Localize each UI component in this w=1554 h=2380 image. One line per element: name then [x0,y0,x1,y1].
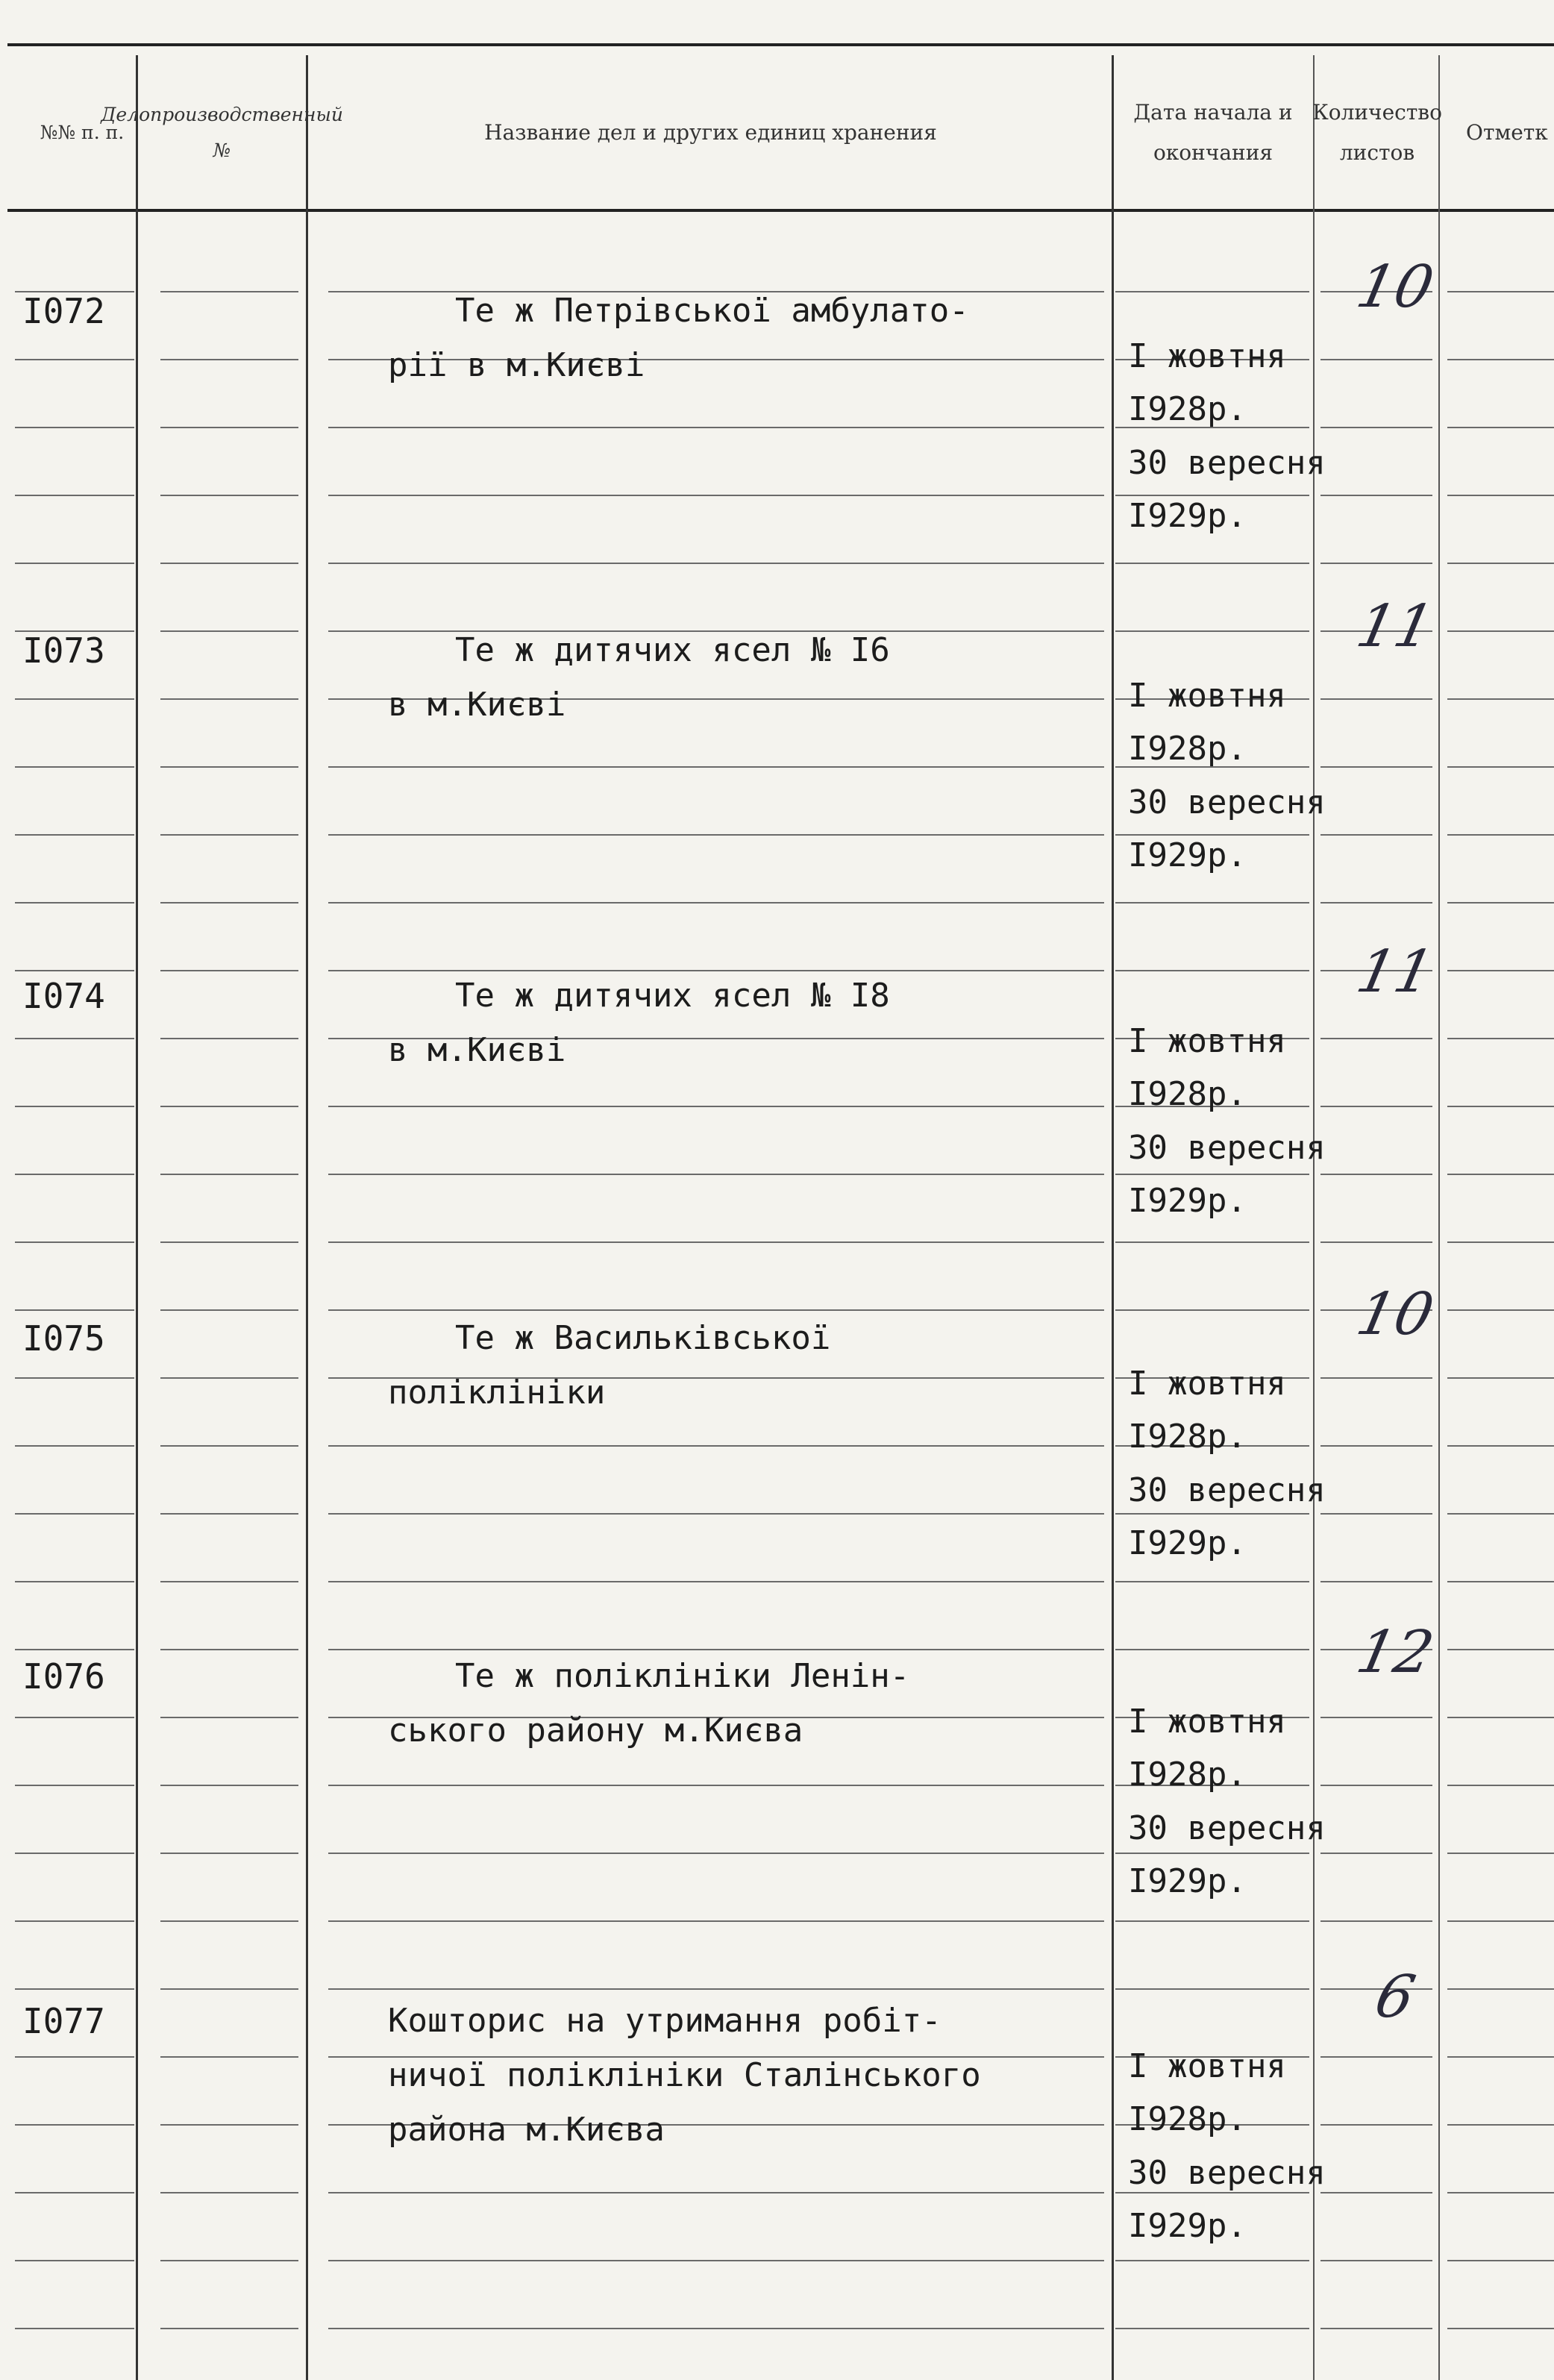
entry-dates: I жовтня I928р. 30 вересня I929р. [1128,1703,1326,1900]
rule-line [1320,1377,1432,1379]
header-col-sheets: Количество листов [1312,100,1442,165]
rule-line [1447,902,1554,904]
rule-line [15,1241,134,1243]
rule-line [1320,1717,1432,1718]
rule-line [15,1581,134,1582]
rule-line [1447,2124,1554,2126]
rule-line [160,1038,298,1039]
header-col-dates: Дата начала и окончания [1133,100,1293,165]
column-divider [136,55,138,2380]
rule-line [1320,1174,1432,1175]
rule-line [1115,1241,1309,1243]
rule-line [328,1988,1104,1990]
header-bottom-border [7,209,1554,212]
entry-number: I075 [22,1318,105,1359]
rule-line [1115,1581,1309,1582]
rule-line [160,1445,298,1447]
rule-line [160,970,298,971]
rule-line [1447,359,1554,360]
rule-line [15,1377,134,1379]
rule-line [160,902,298,904]
rule-line [160,2260,298,2261]
rule-line [1320,1038,1432,1039]
rule-line [1447,2328,1554,2329]
rule-line [1447,834,1554,836]
rule-line [160,1920,298,1922]
rule-line [15,427,134,428]
rule-line [15,766,134,768]
rule-line [1447,970,1554,971]
rule-line [160,1581,298,1582]
rule-line [1320,2328,1432,2329]
rule-line [1447,1649,1554,1650]
rule-line [15,1920,134,1922]
rule-line [160,495,298,496]
rule-line [1447,1174,1554,1175]
rule-line [15,359,134,360]
rule-line [328,563,1104,564]
rule-line [160,427,298,428]
rule-line [1447,2192,1554,2193]
rule-line [1320,698,1432,700]
column-divider [306,55,308,2380]
rule-line [1320,1785,1432,1786]
rule-line [1447,495,1554,496]
rule-line [328,902,1104,904]
entry-title: Те ж Петрівської амбулато- рії в м.Києві [388,292,969,385]
rule-line [160,291,298,292]
rule-line [1447,1785,1554,1786]
rule-line [160,1377,298,1379]
rule-line [1447,2260,1554,2261]
rule-line [328,2328,1104,2329]
rule-line [1115,291,1309,292]
rule-line [1447,1853,1554,1854]
rule-line [328,834,1104,836]
rule-line [15,2260,134,2261]
rule-line [15,495,134,496]
rule-line [15,1785,134,1786]
rule-line [328,427,1104,428]
rule-line [160,1106,298,1107]
rule-line [160,2328,298,2329]
rule-line [328,1920,1104,1922]
column-divider [1438,55,1440,2380]
rule-line [1320,1853,1432,1854]
rule-line [15,1988,134,1990]
rule-line [15,970,134,971]
rule-line [160,2192,298,2193]
rule-line [1320,902,1432,904]
entry-title: Те ж Васильківської поліклініки [388,1319,831,1412]
rule-line [328,1174,1104,1175]
entry-dates: I жовтня I928р. 30 вересня I929р. [1128,337,1326,535]
rule-line [15,834,134,836]
rule-line [1447,1377,1554,1379]
rule-line [328,766,1104,768]
rule-line [1320,359,1432,360]
rule-line [328,2260,1104,2261]
rule-line [1447,1717,1554,1718]
rule-line [1115,563,1309,564]
rule-line [328,1785,1104,1786]
rule-line [1115,2328,1309,2329]
rule-line [1447,1445,1554,1447]
rule-line [1320,1920,1432,1922]
column-divider [1112,55,1114,2380]
entry-number: I072 [22,291,105,331]
header-col-notes: Отметк [1466,119,1548,145]
rule-line [1320,563,1432,564]
rule-line [1447,1038,1554,1039]
rule-line [1447,291,1554,292]
rule-line [160,630,298,632]
rule-line [1447,1513,1554,1515]
rule-line [15,698,134,700]
rule-line [328,1106,1104,1107]
rule-line [1447,698,1554,700]
entry-number: I073 [22,630,105,671]
rule-line [160,1309,298,1311]
rule-line [1447,1581,1554,1582]
rule-line [1115,1649,1309,1650]
rule-line [328,1581,1104,1582]
header-col-office-no: Делопроизводственный № [101,104,343,161]
header-col-no: №№ п. п. [40,121,125,143]
rule-line [1447,1988,1554,1990]
rule-line [1447,1309,1554,1311]
rule-line [1320,2260,1432,2261]
rule-line [160,563,298,564]
entry-dates: I жовтня I928р. 30 вересня I929р. [1128,1365,1326,1562]
entry-dates: I жовтня I928р. 30 вересня I929р. [1128,1022,1326,1220]
entry-number: I076 [22,1656,105,1697]
rule-line [1115,970,1309,971]
rule-line [160,1988,298,1990]
rule-line [328,1241,1104,1243]
rule-line [1320,766,1432,768]
entry-title: Те ж дитячих ясел № I8 в м.Києві [388,977,890,1070]
rule-line [328,1513,1104,1515]
rule-line [15,1717,134,1718]
rule-line [15,1445,134,1447]
entry-title: Те ж дитячих ясел № I6 в м.Києві [388,631,890,724]
rule-line [15,563,134,564]
entry-sheet-count: 6 [1369,1964,1421,2031]
entry-sheet-count: 10 [1350,254,1440,321]
rule-line [1115,1920,1309,1922]
rule-line [1320,427,1432,428]
header-col-title: Название дел и других единиц хранения [484,119,937,145]
rule-line [328,1853,1104,1854]
rule-line [1447,766,1554,768]
rule-line [15,1649,134,1650]
entry-dates: I жовтня I928р. 30 вересня I929р. [1128,677,1326,874]
rule-line [1320,2056,1432,2058]
rule-line [15,2192,134,2193]
rule-line [15,1174,134,1175]
rule-line [1320,1513,1432,1515]
rule-line [1320,2124,1432,2126]
rule-line [1447,1241,1554,1243]
rule-line [328,1445,1104,1447]
entry-sheet-count: 11 [1350,593,1440,660]
rule-line [160,1174,298,1175]
entry-number: I074 [22,976,105,1016]
rule-line [160,1513,298,1515]
rule-line [160,1241,298,1243]
header-top-border [7,43,1554,46]
rule-line [1320,1241,1432,1243]
rule-line [15,2056,134,2058]
entry-sheet-count: 12 [1350,1619,1440,1686]
rule-line [1320,834,1432,836]
rule-line [15,902,134,904]
rule-line [160,1785,298,1786]
rule-line [1320,1445,1432,1447]
rule-line [1320,1581,1432,1582]
rule-line [15,1513,134,1515]
entry-title: Те ж поліклініки Ленін- ського району м.Києва [388,1657,910,1750]
rule-line [1447,1920,1554,1922]
rule-line [1447,1106,1554,1107]
rule-line [160,1649,298,1650]
rule-line [15,2328,134,2329]
rule-line [160,1853,298,1854]
rule-line [1447,2056,1554,2058]
rule-line [328,2192,1104,2193]
rule-line [1447,427,1554,428]
rule-line [1115,1309,1309,1311]
entry-title: Кошторис на утримання робіт- ничої поліклініки Сталінського района м.Києва [388,2002,981,2149]
rule-line [160,1717,298,1718]
rule-line [1320,1106,1432,1107]
rule-line [160,698,298,700]
entry-dates: I жовтня I928р. 30 вересня I929р. [1128,2047,1326,2245]
rule-line [1320,2192,1432,2193]
rule-line [160,2056,298,2058]
rule-line [1115,630,1309,632]
rule-line [328,495,1104,496]
rule-line [160,2124,298,2126]
rule-line [1115,2260,1309,2261]
rule-line [15,1106,134,1107]
rule-line [15,1038,134,1039]
rule-line [160,766,298,768]
rule-line [15,2124,134,2126]
rule-line [15,1853,134,1854]
rule-line [160,359,298,360]
entry-sheet-count: 11 [1350,939,1440,1006]
rule-line [1447,630,1554,632]
entry-number: I077 [22,2001,105,2041]
rule-line [160,834,298,836]
rule-line [1115,902,1309,904]
rule-line [1115,1988,1309,1990]
rule-line [15,1309,134,1311]
entry-sheet-count: 10 [1350,1281,1440,1348]
rule-line [1447,563,1554,564]
rule-line [1320,495,1432,496]
